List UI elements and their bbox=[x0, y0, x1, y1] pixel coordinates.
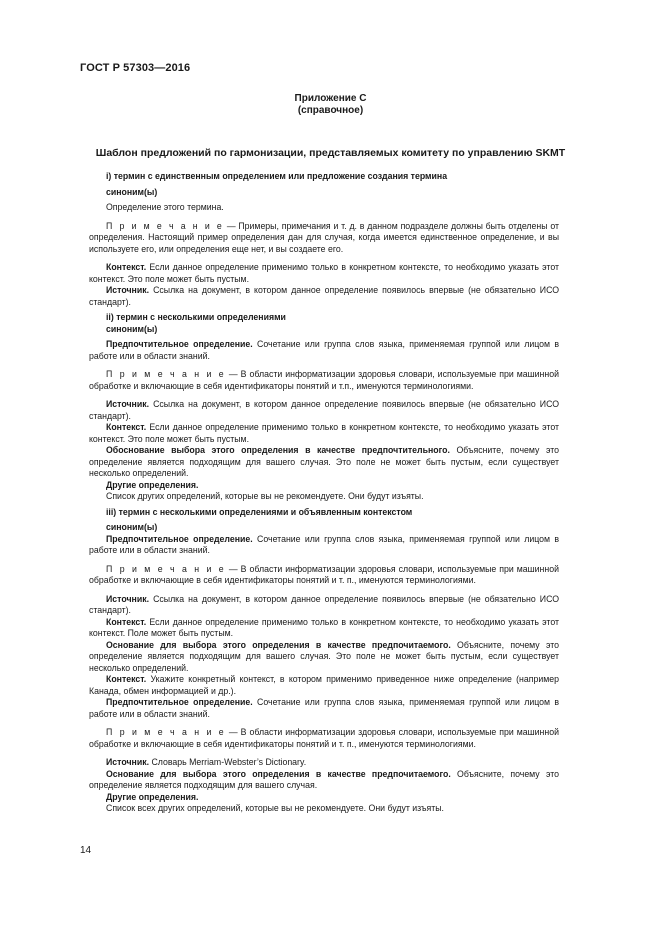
note-label: П р и м е ч а н и е bbox=[106, 220, 225, 231]
other-definitions-text: Список всех других определений, которые вы не рекомендуете. Они будут изъяты. bbox=[106, 803, 444, 813]
synonyms-label: синоним(ы) bbox=[106, 522, 158, 532]
rationale-text: Объясните, почему это определение является подходящим для вашего случая. Это поле не может быть пустым, если существует несколько определений. bbox=[89, 445, 559, 478]
context-label: Контекст. bbox=[106, 422, 147, 432]
source-label: Источник. bbox=[106, 285, 150, 295]
context-text: Если данное определение применимо только в конкретном контексте, то необходимо указать этот контекст. Поле может быть пустым. bbox=[89, 616, 559, 638]
context-paragraph bbox=[89, 617, 559, 640]
context-paragraph bbox=[89, 422, 559, 445]
context-label: Контекст. bbox=[106, 674, 147, 684]
source-paragraph bbox=[89, 594, 559, 617]
context-label: Контекст. bbox=[106, 262, 147, 272]
note-paragraph bbox=[89, 369, 559, 392]
standard-header: ГОСТ Р 57303—2016 bbox=[80, 62, 191, 74]
note-text: — Примеры, примечания и т. д. в данном подразделе должны быть отделены от определения. Настоящий пример определения дан для случая, когда имеется единственное определение, и вы используете его, или определения еще нет, и вы создаете его. bbox=[89, 220, 559, 254]
note-paragraph bbox=[89, 221, 559, 256]
source-text: Словарь Merriam-Webster’s Dictionary. bbox=[149, 757, 307, 767]
context-text: Укажите конкретный контекст, в котором применимо приведенное ниже определение (например Канада, обмен информацией и др.). bbox=[89, 674, 559, 696]
source-text: Ссылка на документ, в котором данное определение появилось впервые (не обязательно ИСО стандарт). bbox=[89, 399, 559, 421]
preferred-definition-label: Предпочтительное определение. bbox=[106, 533, 253, 544]
preferred-definition-paragraph bbox=[89, 697, 559, 720]
other-definitions-label: Другие определения. bbox=[106, 791, 199, 802]
subsection-heading-i: i) термин с единственным определением или предложение создания термина bbox=[106, 171, 448, 181]
preferred-definition-text: Сочетание или группа слов языка, применяемая группой или лицом в работе или в области знаний. bbox=[89, 697, 560, 719]
rationale-paragraph bbox=[89, 769, 559, 792]
source-label: Источник. bbox=[106, 593, 150, 604]
source-paragraph bbox=[89, 285, 559, 308]
source-label: Источник. bbox=[106, 757, 150, 767]
note-text: — В области информатизации здоровья словари, используемые при машинной обработке и включающие в себя идентификаторы понятий и т.п., именуются терминологиями. bbox=[89, 369, 559, 391]
preferred-definition-text: Сочетание или группа слов языка, применяемая группой или лицом в работе или в области знаний. bbox=[89, 533, 560, 555]
other-definitions-label: Другие определения. bbox=[106, 479, 199, 490]
source-text: Ссылка на документ, в котором данное определение появилось впервые (не обязательно ИСО стандарт). bbox=[89, 285, 559, 307]
synonyms-label: синоним(ы) bbox=[106, 323, 158, 334]
preferred-definition-text: Сочетание или группа слов языка, применяемая группой или лицом в работе или в области знаний. bbox=[89, 339, 560, 361]
annex-type: (справочное) bbox=[297, 105, 364, 116]
rationale-text: Объясните, почему это определение является подходящим для вашего случая. bbox=[89, 768, 559, 790]
note-text: — В области информатизации здоровья словари, используемые при машинной обработке и включающие в себя идентификаторы понятий и т. п., именуются терминологиями. bbox=[89, 563, 559, 585]
preferred-definition-label: Предпочтительное определение. bbox=[106, 339, 253, 349]
note-paragraph bbox=[89, 564, 559, 587]
subsection-heading-iii: iii) термин с несколькими определениями и объявленным контекстом bbox=[106, 506, 413, 517]
preferred-definition-paragraph bbox=[89, 534, 559, 557]
source-label: Источник. bbox=[106, 399, 150, 409]
rationale-label: Основание для выбора этого определения в качестве предпочитаемого. bbox=[106, 768, 451, 779]
context-text: Если данное определение применимо только в конкретном контексте, то необходимо указать этот контекст. Это поле может быть пустым. bbox=[89, 262, 559, 284]
rationale-paragraph bbox=[89, 640, 559, 675]
context-label: Контекст. bbox=[106, 616, 147, 627]
synonyms-label: синоним(ы) bbox=[106, 186, 158, 197]
section-title: Шаблон предложений по гармонизации, представляемых комитету по управлению SKMT bbox=[95, 147, 566, 159]
note-label: П р и м е ч а н и е bbox=[106, 727, 226, 737]
preferred-definition-label: Предпочтительное определение. bbox=[106, 697, 253, 707]
source-text: Ссылка на документ, в котором данное определение появилось впервые (не обязательно ИСО стандарт). bbox=[89, 593, 559, 615]
note-paragraph bbox=[89, 727, 559, 750]
page-number: 14 bbox=[80, 845, 92, 856]
preferred-definition-paragraph bbox=[89, 339, 559, 362]
context-paragraph bbox=[89, 262, 559, 285]
context-text: Если данное определение применимо только в конкретном контексте, то необходимо указать этот контекст. Это поле может быть пустым. bbox=[89, 422, 559, 444]
rationale-paragraph bbox=[89, 445, 559, 480]
rationale-label: Обоснование выбора этого определения в качестве предпочтительного. bbox=[106, 445, 450, 455]
note-label: П р и м е ч а н и е bbox=[106, 563, 226, 574]
subsection-heading-ii: ii) термин с несколькими определениями bbox=[106, 312, 286, 322]
note-text: — В области информатизации здоровья словари, используемые при машинной обработке и включающие в себя идентификаторы понятий и т. п., именуются терминологиями. bbox=[89, 727, 559, 749]
template-body bbox=[89, 171, 559, 815]
annex-title: Приложение С bbox=[294, 93, 367, 104]
rationale-label: Основание для выбора этого определения в качестве предпочитаемого. bbox=[106, 639, 451, 650]
source-paragraph bbox=[89, 757, 559, 769]
note-label: П р и м е ч а н и е bbox=[106, 369, 226, 379]
definition-text: Определение этого термина. bbox=[106, 202, 224, 212]
context-paragraph bbox=[89, 674, 559, 697]
source-paragraph bbox=[89, 399, 559, 422]
rationale-text: Объясните, почему это определение является подходящим для вашего случая. Это поле не может быть пустым, если существует несколько определений. bbox=[89, 639, 559, 673]
other-definitions-text: Список других определений, которые вы не рекомендуете. Они будут изъяты. bbox=[106, 491, 424, 501]
